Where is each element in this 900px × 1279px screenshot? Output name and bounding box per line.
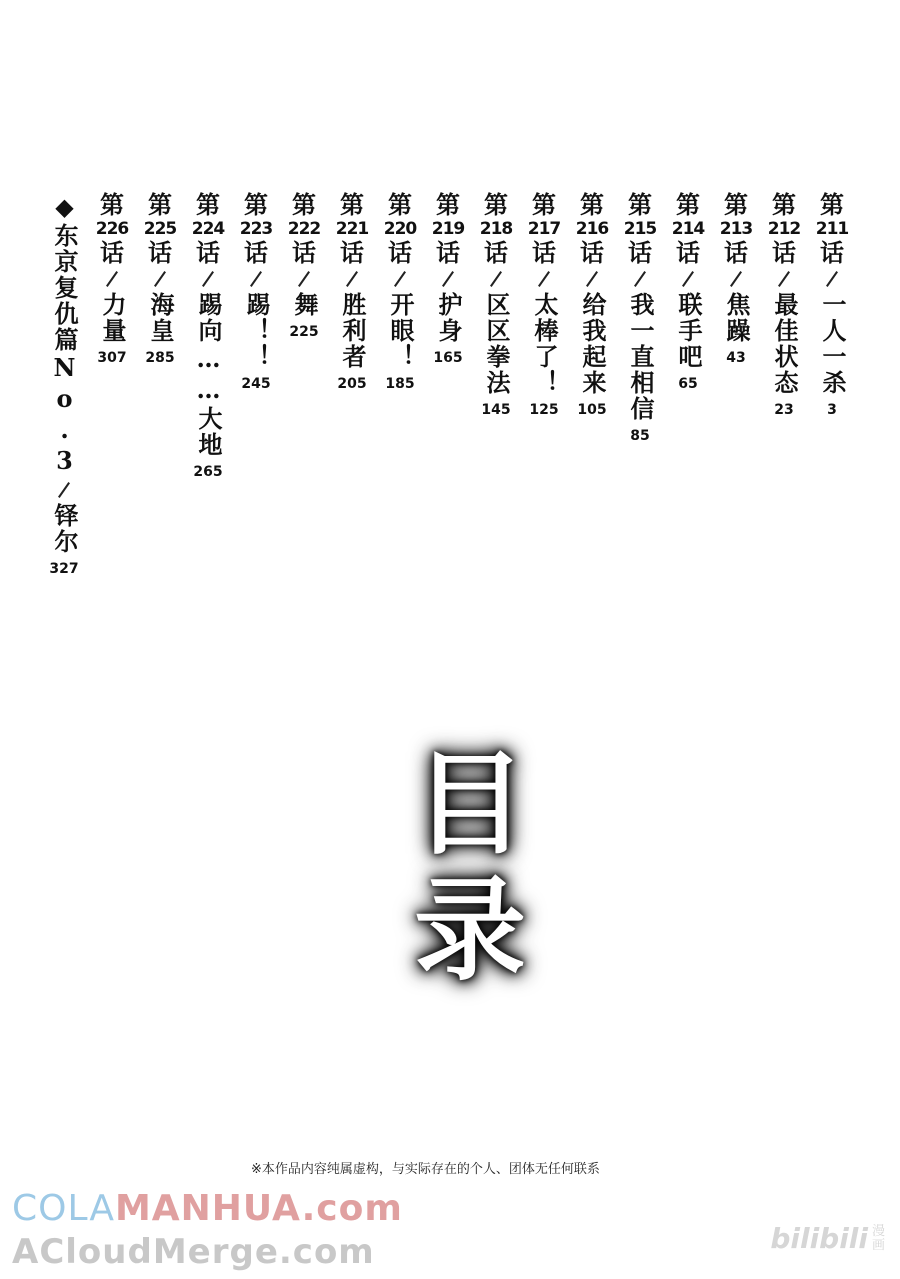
chapter-entry[interactable] [142,192,178,577]
chapter-number: 217 [527,219,561,239]
chapter-entry[interactable] [238,192,274,577]
bilibili-logo [770,1222,886,1255]
chapter-title: 区区拳法 [482,292,511,396]
watermark-part: MANHUA.com [114,1188,403,1229]
chapter-entry[interactable] [478,192,514,577]
chapter-title: 太棒了！ [530,292,559,396]
chapter-suffix: 话 [580,238,604,267]
chapter-suffix: 话 [484,238,508,267]
extra-page: 327 [49,561,79,577]
chapter-page: 265 [193,464,223,480]
chapter-title: 胜利者 [338,292,367,370]
chapter-number: 222 [287,219,321,239]
chapter-page: 185 [385,376,415,392]
chapter-title: 舞 [290,292,319,318]
chapter-number: 211 [815,219,849,239]
chapter-page: 245 [241,376,271,392]
watermark-line-1 [12,1188,403,1229]
chapter-number: 219 [431,219,465,239]
chapter-entry[interactable] [334,192,370,577]
slash-divider [634,271,646,287]
slash-divider [778,271,790,287]
chapter-title: 踢！！ [242,292,271,370]
chapter-prefix: 第 [388,190,412,219]
chapter-number: 218 [479,219,513,239]
chapter-suffix: 话 [772,238,796,267]
chapter-prefix: 第 [580,190,604,219]
chapter-number: 216 [575,219,609,239]
chapter-entry[interactable] [286,192,322,577]
chapter-prefix: 第 [820,190,844,219]
page-title-char: 目 [414,739,526,870]
slash-divider [490,271,502,287]
chapter-entry[interactable] [574,192,610,577]
page-title [400,739,540,996]
slash-divider [682,271,694,287]
chapter-title: 联手吧 [674,292,703,370]
chapter-entry[interactable] [670,192,706,577]
chapter-title: 海皇 [146,292,175,344]
chapter-page: 285 [145,350,175,366]
chapter-title: 护身 [434,292,463,344]
chapter-suffix: 话 [436,238,460,267]
chapter-number: 213 [719,219,753,239]
slash-divider [106,271,118,287]
slash-divider [202,271,214,287]
slash-divider [58,482,70,498]
chapter-prefix: 第 [628,190,652,219]
chapter-suffix: 话 [676,238,700,267]
chapter-entry[interactable] [622,192,658,577]
chapter-number: 226 [95,219,129,239]
chapter-title: 力量 [98,292,127,344]
logo-brand: bilibili [770,1222,868,1255]
chapter-entry[interactable] [718,192,754,577]
chapter-prefix: 第 [340,190,364,219]
chapter-page: 3 [827,402,837,418]
chapter-suffix: 话 [244,238,268,267]
chapter-prefix: 第 [724,190,748,219]
chapter-prefix: 第 [676,190,700,219]
page-title-char: 录 [414,865,526,996]
chapter-title: 焦躁 [722,292,751,344]
watermark-line-2: ACloudMerge.com [12,1232,375,1272]
extra-subtitle: No.3 [50,353,79,477]
chapter-entry[interactable] [766,192,802,577]
chapter-number: 221 [335,219,369,239]
slash-divider [298,271,310,287]
chapter-suffix: 话 [628,238,652,267]
slash-divider [538,271,550,287]
slash-divider [826,271,838,287]
chapter-title: 我一直相信 [626,292,655,422]
slash-divider [730,271,742,287]
chapter-number: 224 [191,219,225,239]
chapter-suffix: 话 [100,238,124,267]
disclaimer-text: ※本作品内容纯属虚构，与实际存在的个人、团体无任何联系 [251,1162,600,1177]
chapter-page: 307 [97,350,127,366]
chapter-entry[interactable] [430,192,466,577]
chapter-number: 225 [143,219,177,239]
chapter-page: 145 [481,402,511,418]
chapter-suffix: 话 [820,238,844,267]
chapter-page: 125 [529,402,559,418]
chapter-page: 23 [774,402,794,418]
logo-sub: 漫画 [872,1223,886,1253]
chapter-entry[interactable] [190,192,226,577]
chapter-number: 214 [671,219,705,239]
chapter-number: 212 [767,219,801,239]
chapter-title: 开眼！ [386,292,415,370]
chapter-title: 给我起来 [578,292,607,396]
chapter-suffix: 话 [148,238,172,267]
chapter-prefix: 第 [244,190,268,219]
watermark-part: COLA [12,1188,115,1229]
chapter-prefix: 第 [292,190,316,219]
chapter-title: 踢向……大地 [194,292,223,458]
slash-divider [442,271,454,287]
chapter-suffix: 话 [196,238,220,267]
chapter-page: 205 [337,376,367,392]
extra-entry[interactable] [46,192,82,577]
chapter-suffix: 话 [340,238,364,267]
chapter-prefix: 第 [532,190,556,219]
chapter-prefix: 第 [436,190,460,219]
slash-divider [586,271,598,287]
chapter-number: 215 [623,219,657,239]
extra-title: 铎尔 [50,503,79,555]
chapter-prefix: 第 [772,190,796,219]
chapter-page: 85 [630,428,650,444]
chapter-prefix: 第 [148,190,172,219]
chapter-prefix: 第 [196,190,220,219]
table-of-contents [46,192,850,577]
chapter-page: 43 [726,350,746,366]
chapter-page: 65 [678,376,698,392]
chapter-suffix: 话 [292,238,316,267]
chapter-number: 220 [383,219,417,239]
chapter-suffix: 话 [388,238,412,267]
slash-divider [154,271,166,287]
extra-heading: ◆东京复仇篇 [50,192,79,353]
chapter-number: 223 [239,219,273,239]
chapter-title: 一人一杀 [818,292,847,396]
chapter-page: 165 [433,350,463,366]
chapter-page: 105 [577,402,607,418]
chapter-entry[interactable] [94,192,130,577]
chapter-entry[interactable] [382,192,418,577]
slash-divider [346,271,358,287]
chapter-suffix: 话 [532,238,556,267]
chapter-suffix: 话 [724,238,748,267]
chapter-entry[interactable] [526,192,562,577]
chapter-entry[interactable] [814,192,850,577]
chapter-prefix: 第 [484,190,508,219]
chapter-prefix: 第 [100,190,124,219]
chapter-page: 225 [289,324,319,340]
slash-divider [250,271,262,287]
slash-divider [394,271,406,287]
chapter-title: 最佳状态 [770,292,799,396]
